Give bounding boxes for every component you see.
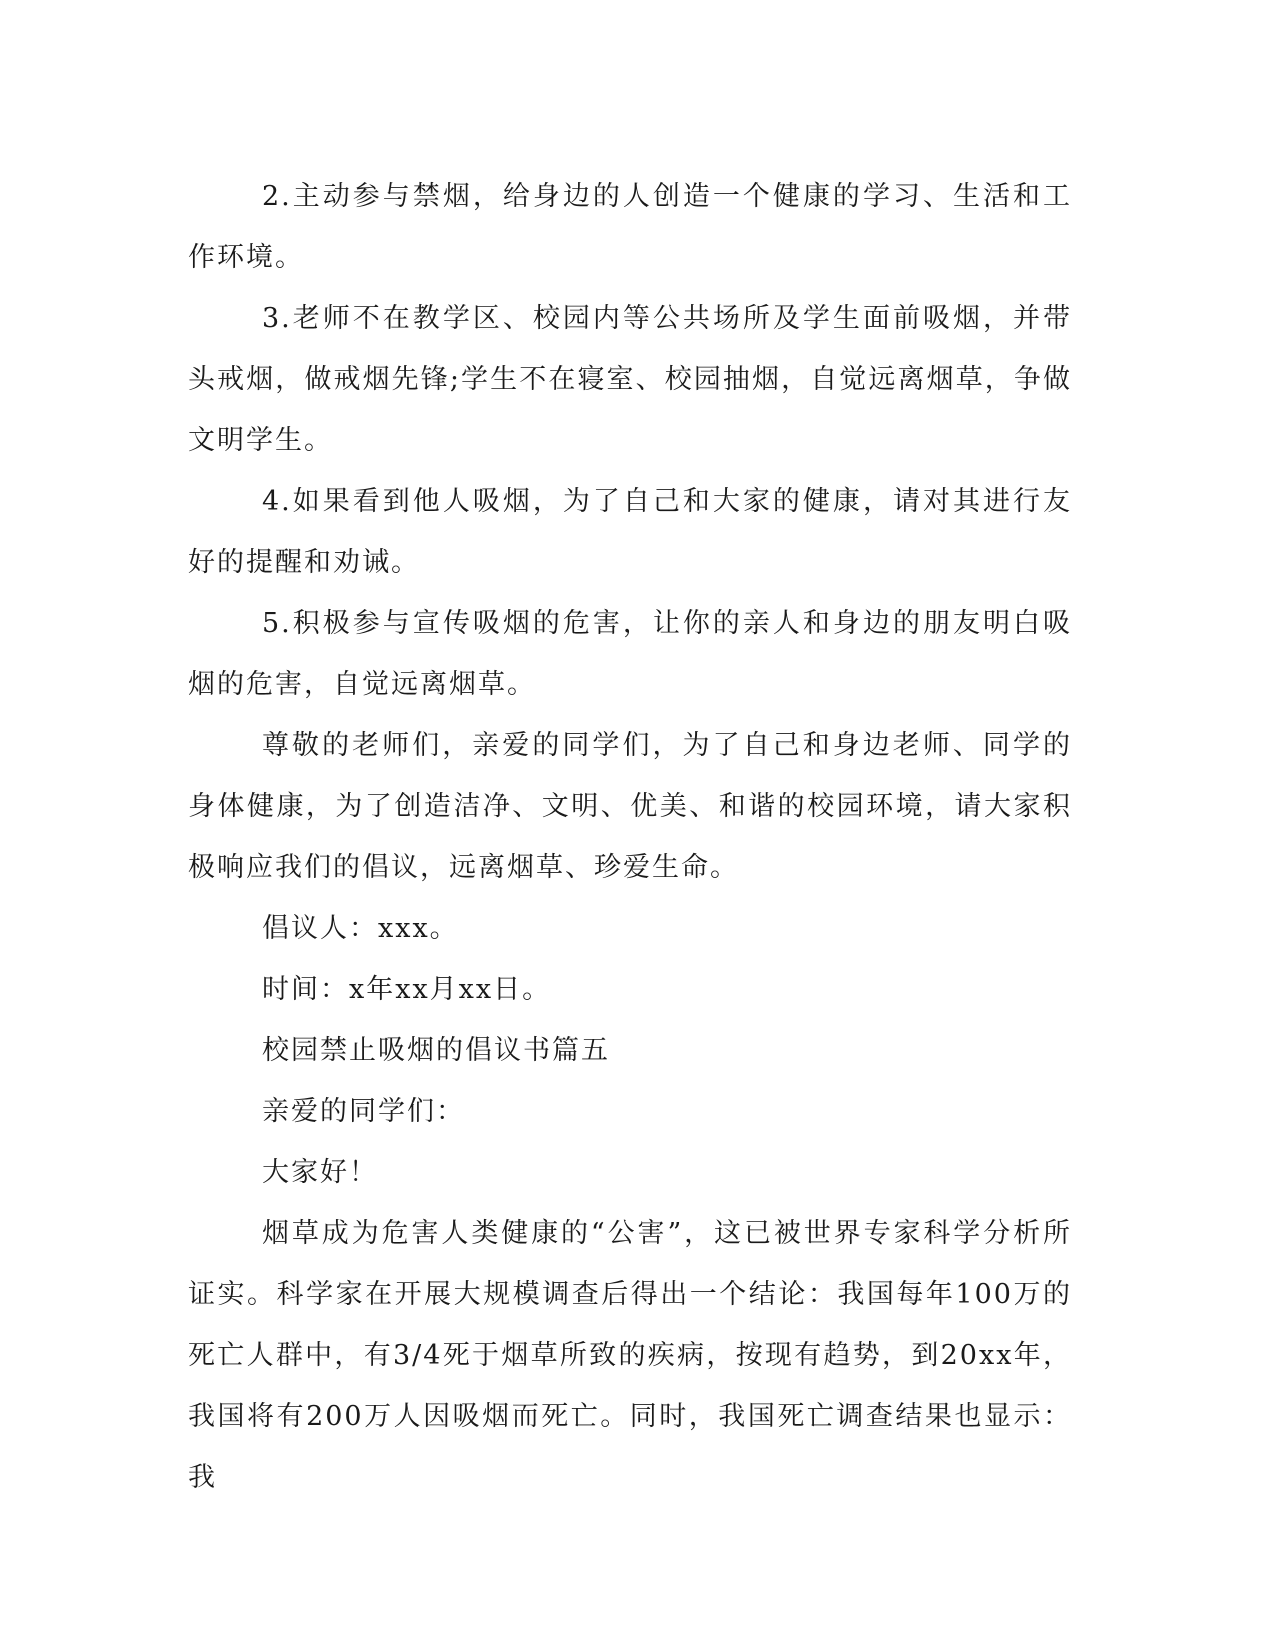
date-line: 时间：x年xx月xx日。 bbox=[262, 974, 552, 1005]
document-body bbox=[188, 166, 1072, 1508]
paragraph-item-3: 3.老师不在教学区、校园内等公共场所及学生面前吸烟，并带头戒烟，做戒烟先锋;学生不在寝室、校园抽烟，自觉远离烟草，争做文明学生。 bbox=[188, 303, 1072, 456]
paragraph-intro: 烟草成为危害人类健康的“公害”，这已被世界专家科学分析所证实。科学家在开展大规模调查后得出一个结论：我国每年100万的死亡人群中，有3/4死于烟草所致的疾病，按现有趋势，到20xx年，我国将有200万人因吸烟而死亡。同时，我国死亡调查结果也显示：我 bbox=[188, 1218, 1072, 1493]
paragraph-item-4: 4.如果看到他人吸烟，为了自己和大家的健康，请对其进行友好的提醒和劝诫。 bbox=[188, 486, 1072, 578]
salutation: 亲爱的同学们： bbox=[262, 1096, 465, 1127]
paragraph-appeal: 尊敬的老师们，亲爱的同学们，为了自己和身边老师、同学的身体健康，为了创造洁净、文明、优美、和谐的校园环境，请大家积极响应我们的倡议，远离烟草、珍爱生命。 bbox=[188, 730, 1072, 883]
paragraph-item-2: 2.主动参与禁烟，给身边的人创造一个健康的学习、生活和工作环境。 bbox=[188, 181, 1072, 273]
paragraph-item-5: 5.积极参与宣传吸烟的危害，让你的亲人和身边的朋友明白吸烟的危害，自觉远离烟草。 bbox=[188, 608, 1072, 700]
section-title: 校园禁止吸烟的倡议书篇五 bbox=[262, 1035, 610, 1066]
greeting: 大家好！ bbox=[262, 1157, 378, 1188]
initiator-line: 倡议人：xxx。 bbox=[262, 913, 459, 944]
